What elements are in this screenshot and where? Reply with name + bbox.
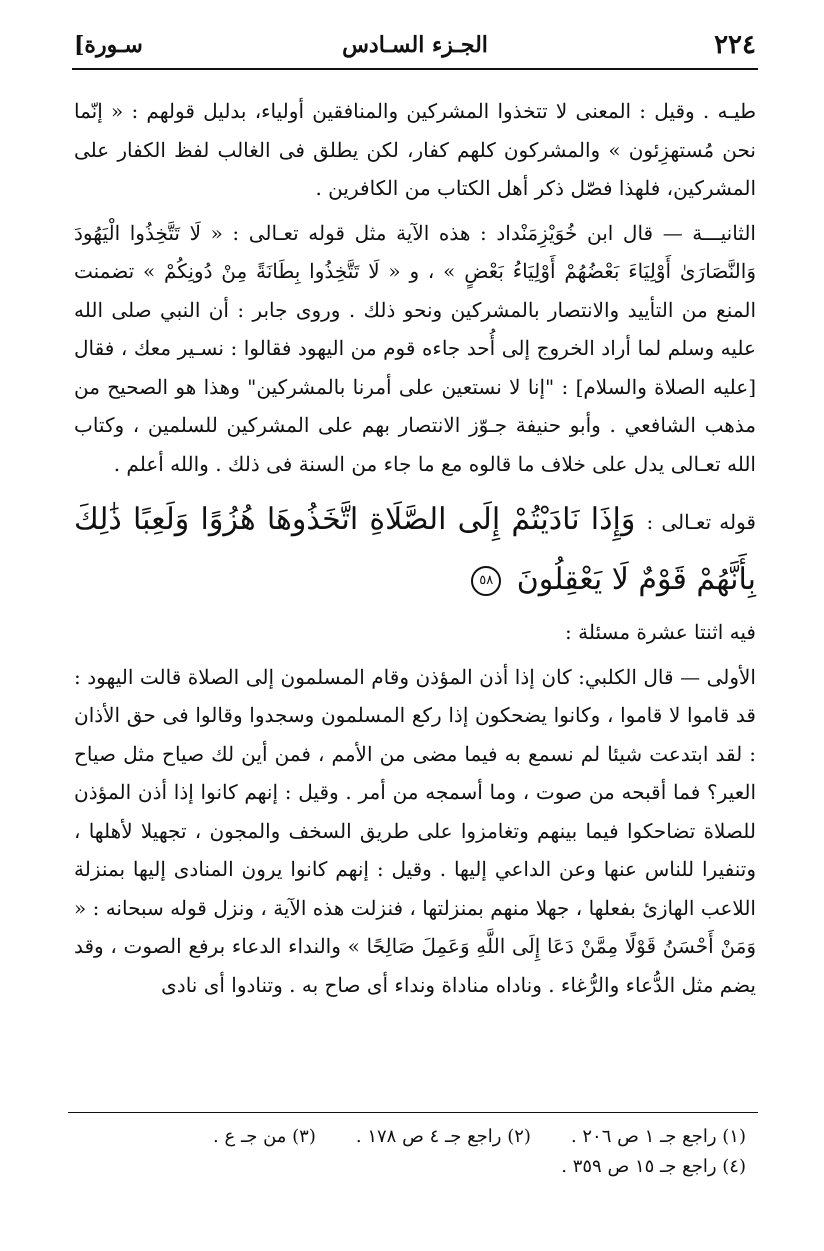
issues-intro: فيه اثنتا عشرة مسئلة :: [565, 620, 756, 644]
paragraph-1: طيـه . وقيل : المعنى لا تتخذوا المشركين والمنافقين أولياء، بدليل قولهم : « إنّما نحن مُستهزِئون » والمشركون كلهم كفار، لكن يطلق فى الغالب لفظ الكفار على المشركين، فلهذا فصّل ذكر أهل الكتاب من الكافرين .: [74, 99, 756, 200]
paragraph-2: الثانيـــة — قال ابن خُوَيْزِمَنْداد : هذه الآية مثل قوله تعـالى : « لَا تَتَّخِذُوا الْيَهُودَ وَالنَّصَارَىٰ أَوْلِيَاءَ بَعْضُهُمْ أَوْلِيَاءُ بَعْضٍ » ، و « لَا تَتَّخِذُوا بِطَانَةً مِنْ دُونِكُمْ » تضمنت المنع من التأييد والانتصار بالمشركين ونحو ذلك . وروى جابر : أن النبي صلى الله عليه وسلم لما أراد الخروج إلى أُحد جاءه قوم من اليهود فقالوا : نسـير معك ، فقال [عليه الصلاة والسلام] : "إنا لا نستعين على أمرنا بالمشركين" وهذا هو الصحيح من مذهب الشافعي . وأبو حنيفة جـوّز الانتصار بهم على المشركين للسلمين ، وكتاب الله تعـالى يدل على خلاف ما قالوه مع ما جاء من السنة فى ذلك . والله أعلم .: [74, 220, 756, 476]
main-text: [74, 92, 756, 1004]
paragraph-3: الأولى — قال الكلبي: كان إذا أذن المؤذن وقام المسلمون إلى الصلاة قالت اليهود : قد قاموا لا قاموا ، وكانوا يضحكون إذا ركع المسلمون وسجدوا وقالوا فى حق الأذان : لقد ابتدعت شيئا لم نسمع به فيما مضى من الأمم ، فمن أين لك صياح مثل صياح العير؟ فما أقبحه من صوت ، وما أسمجه من أمر . وقيل : إنهم كانوا إذا أذن المؤذن للصلاة تضاحكوا فيما بينهم وتغامزوا على طريق السخف والمجون ، تجهيلا لأهلها ، وتنفيرا للناس عنها وعن الداعي إليها . وقيل : إنهم كانوا يرون المنادى إليها بمنزلة اللاعب الهازئ بفعلها ، جهلا منهم بمنزلتها ، فنزلت هذه الآية ، ونزل قوله سبحانه : « وَمَنْ أَحْسَنُ قَوْلًا مِمَّنْ دَعَا إِلَى اللَّهِ وَعَمِلَ صَالِحًا » والنداء الدعاء برفع الصوت ، وقد يضم مثل الدُّعاء والرُّغاء . وناداه مناداة ونداء أى صاح به . وتنادوا أى نادى: [74, 664, 756, 997]
verse-text: وَإِذَا نَادَيْتُمْ إِلَى الصَّلَاةِ اتَّخَذُوهَا هُزُوًا وَلَعِبًا ذَٰلِكَ بِأَنَّهُمْ قَوْمٌ لَا يَعْقِلُونَ: [74, 502, 756, 597]
verse-number-marker: ٥٨: [471, 566, 501, 596]
footnotes: [74, 1122, 756, 1182]
page-number: ٢٢٤: [714, 30, 756, 60]
running-title: الجـزء السـادس: [342, 32, 488, 58]
footnote-rule: [68, 1112, 758, 1113]
footnote-2: (٢) راجع جـ ٤ ص ١٧٨ .: [355, 1126, 531, 1147]
footnote-4: (٤) راجع جـ ١٥ ص ٣٥٩ .: [561, 1156, 746, 1177]
footnote-row: [74, 1122, 756, 1152]
page-header: [74, 26, 756, 66]
footnote-row: [74, 1152, 756, 1182]
header-rule: [72, 68, 758, 70]
surah-label: [سـورة: [74, 32, 143, 58]
footnote-3: (٣) من جـ ع .: [213, 1126, 316, 1147]
verse-label: قوله تعـالى :: [646, 510, 756, 534]
footnote-1: (١) راجع جـ ١ ص ٢٠٦ .: [570, 1126, 746, 1147]
quran-verse: [74, 491, 756, 609]
